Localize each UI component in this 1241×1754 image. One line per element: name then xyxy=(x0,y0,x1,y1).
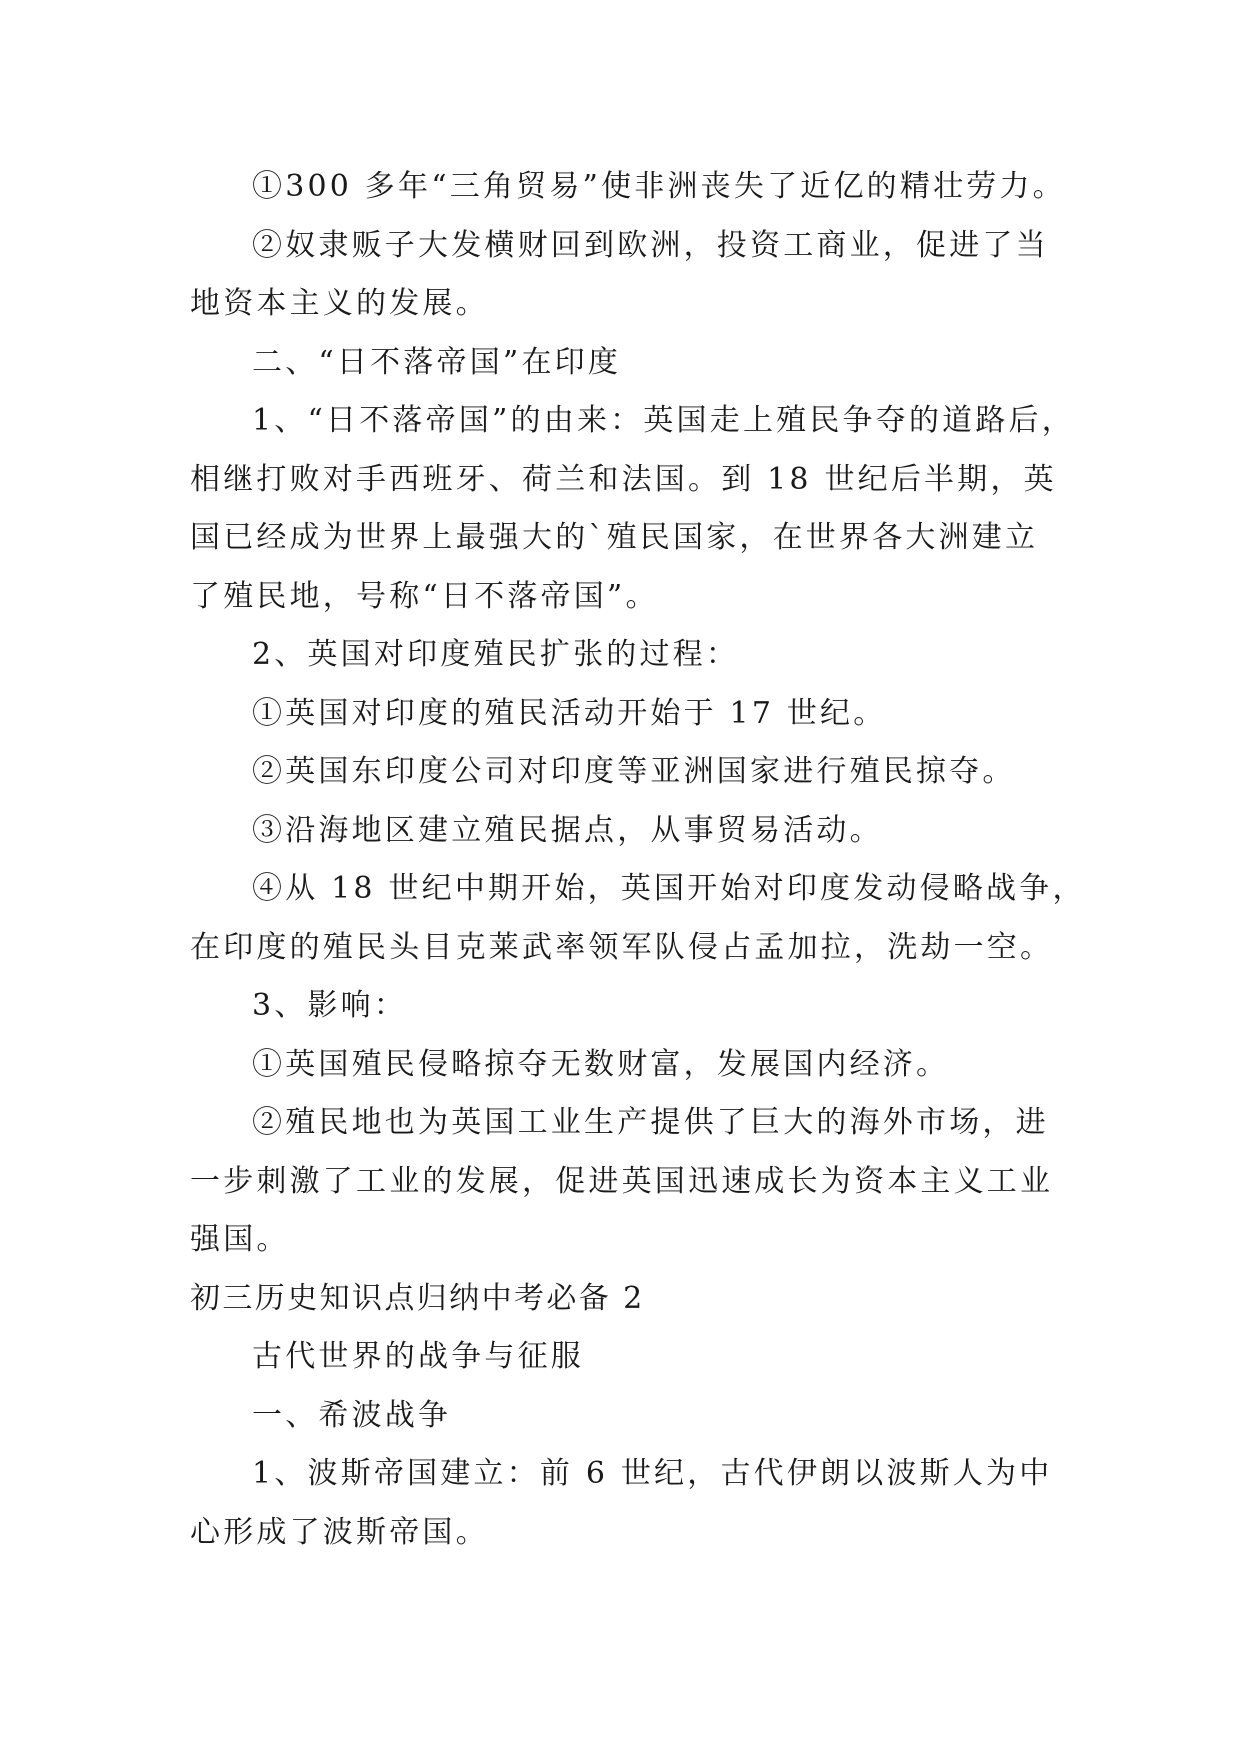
list-item: ②殖民地也为英国工业生产提供了巨大的海外市场，进 xyxy=(252,1105,1049,1140)
text-line: 地资本主义的发展。 xyxy=(190,286,489,321)
list-item: ②英国东印度公司对印度等亚洲国家进行殖民掠夺。 xyxy=(252,754,1016,789)
list-item: ①英国殖民侵略掠夺无数财富，发展国内经济。 xyxy=(252,1046,950,1082)
text-line: 心形成了波斯帝国。 xyxy=(190,1514,489,1550)
text-line: 相继打败对手西班牙、荷兰和法国。到 18 世纪后半期，英 xyxy=(190,461,1057,497)
text-line: ①300 多年“三角贸易”使非洲丧失了近亿的精壮劳力。 xyxy=(252,169,1066,204)
text-line: ②奴隶贩子大发横财回到欧洲，投资工商业，促进了当 xyxy=(252,227,1049,263)
document-title: 初三历史知识点归纳中考必备 2 xyxy=(190,1280,645,1316)
section-heading: 一、希波战争 xyxy=(252,1397,452,1433)
section-heading: 二、“日不落帝国”在印度 xyxy=(252,344,622,380)
text-line: 1、“日不落帝国”的由来：英国走上殖民争夺的道路后， xyxy=(252,403,1075,438)
list-item: ④从 18 世纪中期开始，英国开始对印度发动侵略战争， xyxy=(252,871,1086,906)
text-line: 国已经成为世界上最强大的`殖民国家，在世界各大洲建立 xyxy=(190,520,1039,555)
text-line: 一步刺激了工业的发展，促进英国迅速成长为资本主义工业 xyxy=(190,1163,1054,1199)
text-line: 强国。 xyxy=(190,1222,290,1257)
text-line: 在印度的殖民头目克莱武率领军队侵占孟加拉，洗劫一空。 xyxy=(190,929,1054,965)
text-line: 2、英国对印度殖民扩张的过程： xyxy=(252,637,740,672)
section-heading: 古代世界的战争与征服 xyxy=(252,1339,584,1374)
text-line: 了殖民地，号称“日不落帝国”。 xyxy=(190,578,659,614)
document-body xyxy=(190,158,1086,1562)
text-line: 1、波斯帝国建立：前 6 世纪，古代伊朗以波斯人为中 xyxy=(252,1456,1053,1491)
text-line: 3、影响： xyxy=(252,988,408,1023)
list-item: ③沿海地区建立殖民据点，从事贸易活动。 xyxy=(252,812,883,848)
list-item: ①英国对印度的殖民活动开始于 17 世纪。 xyxy=(252,695,887,731)
